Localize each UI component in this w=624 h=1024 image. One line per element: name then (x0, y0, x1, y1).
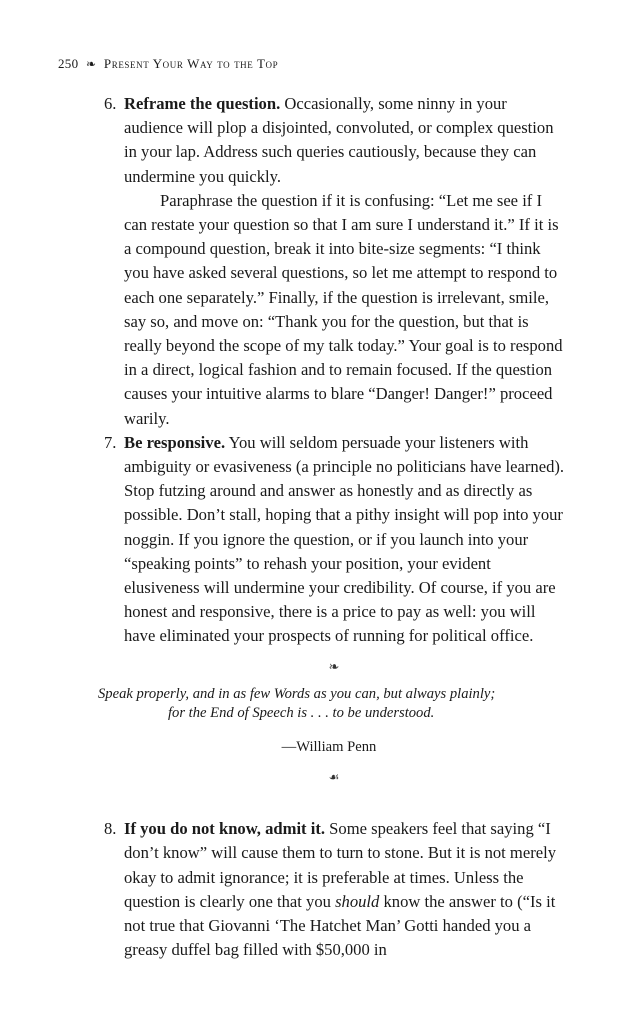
quote-author: —William Penn (281, 738, 377, 755)
book-title: Present Your Way to the Top (103, 56, 279, 71)
list-item (100, 431, 568, 649)
item-number: 7. (104, 432, 117, 452)
item-lead: If you do not know, admit it. (124, 819, 326, 839)
page-number: 250 (58, 56, 79, 71)
item-paragraph (124, 431, 568, 649)
item-paragraph (124, 92, 568, 189)
fleuron-reversed-icon: ☙ (328, 770, 340, 785)
item-number: 6. (104, 94, 117, 113)
item-text-cont: know the answer to (“Is it not true that Giovanni ‘The Hatchet Man’ Gotti handed you a greasy duffel bag filled with $50,000 in (124, 891, 556, 960)
item-text: Some speakers feel that saying “I don’t know” will cause them to turn to stone. But it is not merely okay to admit ignorance; it is preferable at times. Unless the question is clearly one that you (124, 819, 556, 911)
item-text: Occasionally, some ninny in your audience will plop a disjointed, convoluted, or complex question in your lap. Address such queries cautiously, because they can undermine you quickly. (124, 94, 554, 186)
item-text: You will seldom persuade your listeners with ambiguity or evasiveness (a principle no politicians have learned). Stop futzing around and answer as honestly and as directly as possible. Don’t stall, hoping that a pithy insight will pop into your noggin. If you ignore the question, or if you launch into your “speaking points” to rehash your position, your evident elusiveness will undermine your credibility. Of course, if you are honest and responsive, there is a price to pay as well: you will have eliminated your prospects of running for political office. (124, 432, 565, 646)
quote-line-1: Speak properly, and in as few Words as you can, but always plainly; (98, 685, 496, 702)
item-number: 8. (104, 819, 117, 839)
epigraph-quote (98, 685, 568, 723)
page-body (100, 92, 568, 963)
list-item (100, 92, 568, 431)
item-paragraph-2: Paraphrase the question if it is confusing: “Let me see if I can restate your question so that I am sure I understand it.” If it is a compound question, break it into bite-size segments: “I think you have asked several questions, so let me attempt to respond to each one separately.” Finally, if the question is irrelevant, smile, say so, and move on: “Thank you for the question, but that is really beyond the scope of my talk today.” Your goal is to respond in a direct, logical fashion and to remain focused. If the question causes your intuitive alarms to blare “Danger! Danger!” proceed warily. (124, 190, 563, 428)
item-emphasis: should (335, 891, 380, 911)
list-item (100, 817, 568, 962)
fleuron-icon: ❧ (328, 658, 340, 674)
running-header (58, 56, 278, 72)
quote-line-2: for the End of Speech is . . . to be understood. (168, 704, 435, 721)
item-lead: Be responsive. (124, 432, 226, 452)
item-paragraph (124, 817, 568, 962)
fleuron-icon: ❧ (85, 57, 97, 71)
item-lead: Reframe the question. (124, 94, 281, 113)
